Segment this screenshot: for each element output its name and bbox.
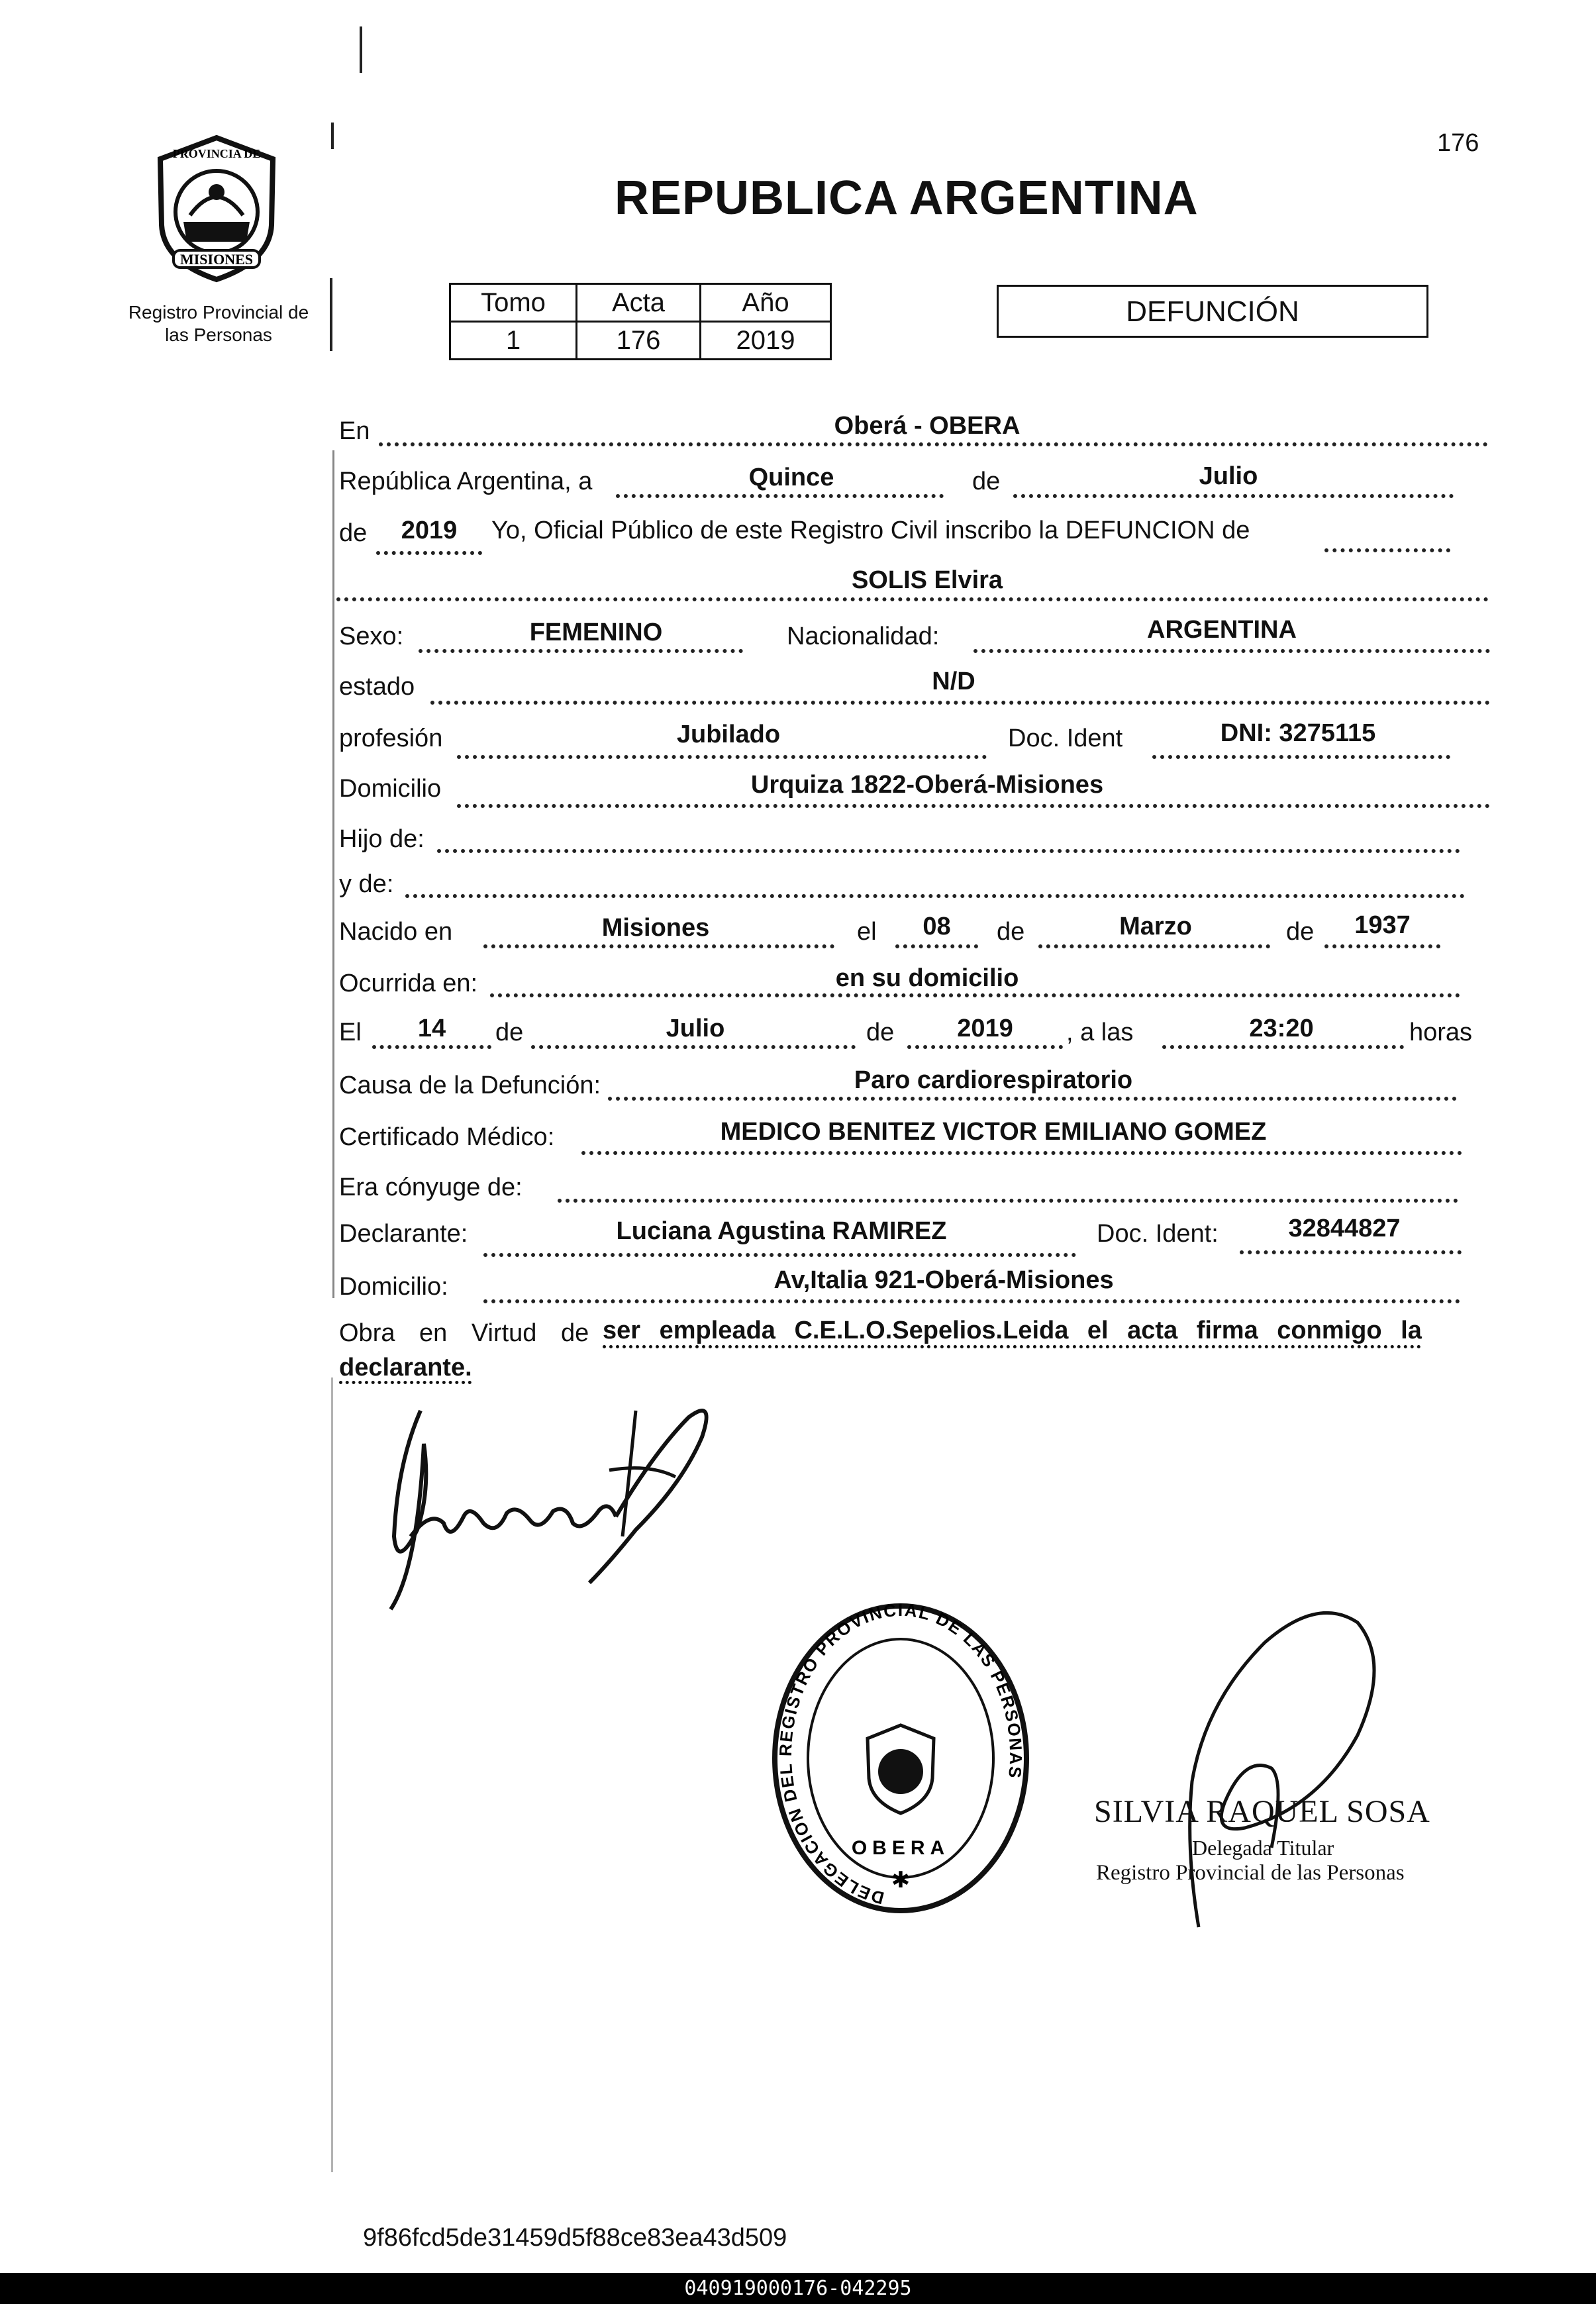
scan-mark bbox=[360, 26, 362, 73]
sexo-value: FEMENINO bbox=[529, 619, 663, 646]
nacido-mes-value: Marzo bbox=[1119, 913, 1192, 940]
de-label-6: de bbox=[866, 1019, 895, 1046]
el-label-2: El bbox=[339, 1019, 362, 1046]
dotted-line bbox=[483, 1299, 1460, 1303]
declarante-doc-value: 32844827 bbox=[1288, 1215, 1401, 1242]
dotted-line bbox=[430, 701, 1490, 705]
y-de-label: y de: bbox=[339, 870, 394, 898]
footer-bar bbox=[0, 2273, 1596, 2304]
ocurrida-value: en su domicilio bbox=[835, 964, 1019, 992]
scan-mark bbox=[331, 1377, 333, 2172]
dotted-line bbox=[1324, 944, 1440, 948]
dotted-line bbox=[336, 597, 1489, 601]
de-label-2: de bbox=[339, 519, 368, 547]
nacionalidad-label: Nacionalidad: bbox=[787, 623, 940, 650]
profesion-value: Jubilado bbox=[676, 721, 781, 748]
republica-label: República Argentina, a bbox=[339, 468, 593, 495]
dotted-line bbox=[558, 1199, 1458, 1203]
profesion-label: profesión bbox=[339, 725, 443, 752]
document-hash: 9f86fcd5de31459d5f88ce83ea43d509 bbox=[363, 2224, 787, 2252]
document-type: DEFUNCIÓN bbox=[1126, 295, 1299, 328]
doc-ident-value: DNI: 3275115 bbox=[1220, 719, 1376, 747]
declarante-value: Luciana Agustina RAMIREZ bbox=[616, 1217, 947, 1245]
acta-header: Acta bbox=[577, 284, 701, 322]
dotted-line bbox=[581, 1151, 1462, 1155]
scan-mark bbox=[332, 450, 334, 1298]
page-number: 176 bbox=[1437, 129, 1479, 157]
domicilio-value: Urquiza 1822-Oberá-Misiones bbox=[750, 771, 1104, 799]
declarant-signature bbox=[371, 1371, 795, 1623]
causa-label: Causa de la Defunción: bbox=[339, 1072, 601, 1099]
registry-name bbox=[106, 301, 331, 346]
horas-label: horas bbox=[1409, 1019, 1473, 1046]
de-label: de bbox=[972, 468, 1001, 495]
nacionalidad-value: ARGENTINA bbox=[1147, 616, 1297, 644]
registry-name-line2: las Personas bbox=[165, 325, 272, 345]
obra-text: Obra en Virtud de bbox=[339, 1319, 589, 1347]
fallec-hora-value: 23:20 bbox=[1249, 1015, 1314, 1042]
hijo-label: Hijo de: bbox=[339, 825, 424, 853]
dotted-line bbox=[372, 1045, 491, 1049]
fallec-mes-value: Julio bbox=[666, 1015, 725, 1042]
a-las-label: , a las bbox=[1066, 1019, 1134, 1046]
table-header-row bbox=[450, 284, 831, 322]
conyuge-label: Era cónyuge de: bbox=[339, 1174, 523, 1201]
seal-logo-text-top: PROVINCIA DE bbox=[172, 147, 261, 160]
tomo-value: 1 bbox=[450, 322, 577, 360]
nacido-lugar-value: Misiones bbox=[601, 914, 710, 942]
dotted-line bbox=[405, 894, 1465, 898]
dotted-line bbox=[616, 494, 944, 498]
dotted-line bbox=[483, 944, 834, 948]
domicilio-label-2: Domicilio: bbox=[339, 1273, 448, 1301]
nacido-anio-value: 1937 bbox=[1354, 911, 1411, 939]
declarante-label: Declarante: bbox=[339, 1220, 468, 1248]
dotted-line bbox=[907, 1045, 1063, 1049]
scan-mark bbox=[331, 123, 334, 149]
official-role: Delegada Titular bbox=[1192, 1836, 1334, 1860]
day-words-value: Quince bbox=[748, 464, 834, 491]
dotted-line bbox=[1240, 1250, 1462, 1254]
barcode-id: 040919000176-042295 bbox=[684, 2277, 912, 2300]
dotted-line bbox=[490, 993, 1460, 997]
dotted-line bbox=[1324, 548, 1450, 552]
estado-value: N/D bbox=[932, 668, 975, 695]
dotted-line bbox=[419, 649, 743, 653]
place-value: Oberá - OBERA bbox=[834, 412, 1021, 440]
acta-value: 176 bbox=[577, 322, 701, 360]
de-label-3: de bbox=[997, 918, 1025, 946]
causa-value: Paro cardiorespiratorio bbox=[854, 1066, 1133, 1094]
month-value: Julio bbox=[1199, 462, 1258, 490]
de-label-4: de bbox=[1286, 918, 1315, 946]
dotted-line bbox=[531, 1045, 856, 1049]
dotted-line bbox=[483, 1253, 1076, 1257]
dotted-line bbox=[1152, 755, 1450, 759]
declarante-domicilio-value: Av,Italia 921-Oberá-Misiones bbox=[773, 1266, 1114, 1294]
nacido-dia-value: 08 bbox=[923, 913, 951, 940]
registry-name-line1: Registro Provincial de bbox=[128, 302, 309, 323]
nacido-label: Nacido en bbox=[339, 918, 453, 946]
el-label: el bbox=[857, 918, 877, 946]
dotted-line bbox=[1038, 944, 1270, 948]
stamp-star-icon: ✱ bbox=[891, 1868, 911, 1893]
official-signature bbox=[1146, 1583, 1424, 1954]
anio-header: Año bbox=[701, 284, 831, 322]
official-stamp bbox=[768, 1603, 1033, 1921]
dotted-line bbox=[437, 849, 1460, 853]
table-row bbox=[450, 322, 831, 360]
sexo-label: Sexo: bbox=[339, 623, 404, 650]
deceased-name: SOLIS Elvira bbox=[851, 566, 1003, 594]
page-title: REPUBLICA ARGENTINA bbox=[615, 172, 1199, 225]
fallec-anio-value: 2019 bbox=[957, 1015, 1013, 1042]
en-label: En bbox=[339, 417, 370, 445]
dotted-line bbox=[457, 755, 987, 759]
certificado-value: MEDICO BENITEZ VICTOR EMILIANO GOMEZ bbox=[720, 1118, 1267, 1146]
provincial-seal-logo bbox=[147, 132, 286, 285]
dotted-line bbox=[457, 804, 1490, 808]
oficial-text: Yo, Oficial Público de este Registro Civil inscribo la DEFUNCION de bbox=[491, 517, 1250, 544]
dotted-line bbox=[379, 442, 1488, 446]
obra-value-2: declarante. bbox=[339, 1354, 472, 1381]
dotted-line bbox=[895, 944, 978, 948]
domicilio-label: Domicilio bbox=[339, 775, 442, 803]
anio-value: 2019 bbox=[701, 322, 831, 360]
dotted-line bbox=[973, 649, 1490, 653]
dotted-line bbox=[1013, 494, 1454, 498]
tomo-header: Tomo bbox=[450, 284, 577, 322]
doc-ident-label: Doc. Ident bbox=[1008, 725, 1123, 752]
seal-logo-text-bottom: MISIONES bbox=[179, 251, 254, 268]
year-value: 2019 bbox=[401, 517, 458, 544]
certificado-label: Certificado Médico: bbox=[339, 1123, 555, 1151]
fallec-dia-value: 14 bbox=[417, 1015, 446, 1042]
de-label-5: de bbox=[495, 1019, 524, 1046]
dotted-line bbox=[1162, 1045, 1404, 1049]
registration-table bbox=[449, 283, 832, 360]
document-type-box bbox=[997, 285, 1428, 338]
stamp-ring-text: DELEGACION DEL REGISTRO PROVINCIAL DE LAS PERSONAS bbox=[775, 1603, 1026, 1909]
stamp-city: OBERA bbox=[851, 1837, 950, 1859]
ocurrida-label: Ocurrida en: bbox=[339, 970, 478, 997]
dotted-line bbox=[608, 1097, 1457, 1101]
official-office: Registro Provincial de las Personas bbox=[1096, 1861, 1405, 1885]
estado-label: estado bbox=[339, 673, 415, 701]
official-name: SILVIA RAQUEL SOSA bbox=[1094, 1794, 1430, 1829]
dotted-line bbox=[376, 551, 482, 555]
doc-ident-label-2: Doc. Ident: bbox=[1097, 1220, 1219, 1248]
obra-value: ser empleada C.E.L.O.Sepelios.Leida el acta firma conmigo la bbox=[603, 1317, 1422, 1344]
